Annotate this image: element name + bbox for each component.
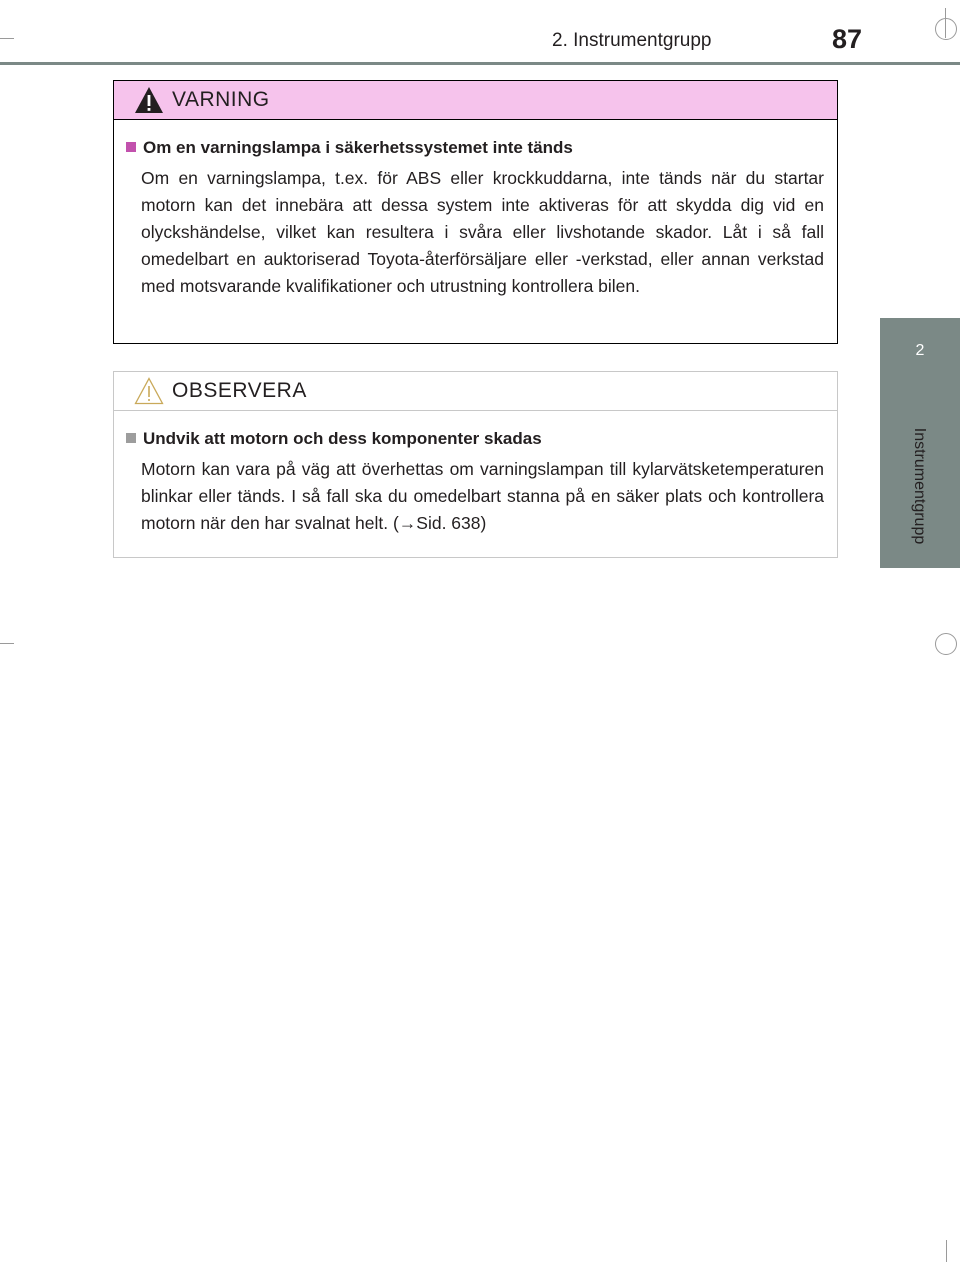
chapter-title: Instrumentgrupp bbox=[911, 427, 928, 545]
crop-mark bbox=[946, 1240, 947, 1262]
chapter-tab bbox=[880, 318, 960, 404]
caution-triangle-icon bbox=[134, 377, 164, 405]
warning-box-header bbox=[114, 81, 837, 120]
notice-title: OBSERVERA bbox=[172, 379, 307, 402]
warning-item-heading bbox=[126, 138, 573, 158]
warning-item-body: Om en varningslampa, t.ex. för ABS eller krockkuddarna, inte tänds när du startar motorn kan det innebära att dessa system inte aktiveras för att skydda dig vid en olyckshändelse, vilket kan resultera i svåra eller livshotande skador. Låt i så fall omedelbart en auktoriserad Toyota-återförsäljare eller -verkstad, eller annan verkstad med motsvarande kvalifikationer och utrustning kontrollera bilen. bbox=[141, 168, 824, 296]
warning-heading-text: Om en varningslampa i säkerhetssystemet inte tänds bbox=[143, 138, 573, 157]
header-rule bbox=[0, 62, 960, 65]
page-number: 87 bbox=[832, 24, 863, 54]
square-bullet-icon bbox=[126, 433, 136, 443]
notice-item-heading bbox=[126, 429, 542, 449]
warning-triangle-icon bbox=[134, 86, 164, 114]
notice-heading-text: Undvik att motorn och dess komponenter skadas bbox=[143, 429, 542, 448]
warning-title: VARNING bbox=[172, 88, 270, 111]
registration-mark-icon bbox=[935, 18, 957, 40]
chapter-number: 2 bbox=[915, 342, 925, 359]
notice-box-header bbox=[114, 372, 837, 411]
crop-mark bbox=[0, 38, 14, 39]
running-header-section: 2. Instrumentgrupp bbox=[552, 30, 712, 51]
square-bullet-icon bbox=[126, 142, 136, 152]
registration-mark-icon bbox=[935, 633, 957, 655]
notice-item-body: Motorn kan vara på väg att överhettas om varningslampan till kylarvätsketemperaturen blinkar eller tänds. I så fall ska du omedelbart stanna på en säker plats och kontrollera motorn när den har svalnat helt. (→Sid. 638) bbox=[141, 459, 824, 533]
warning-box bbox=[113, 80, 838, 344]
notice-box bbox=[113, 371, 838, 558]
crop-mark bbox=[0, 643, 14, 644]
